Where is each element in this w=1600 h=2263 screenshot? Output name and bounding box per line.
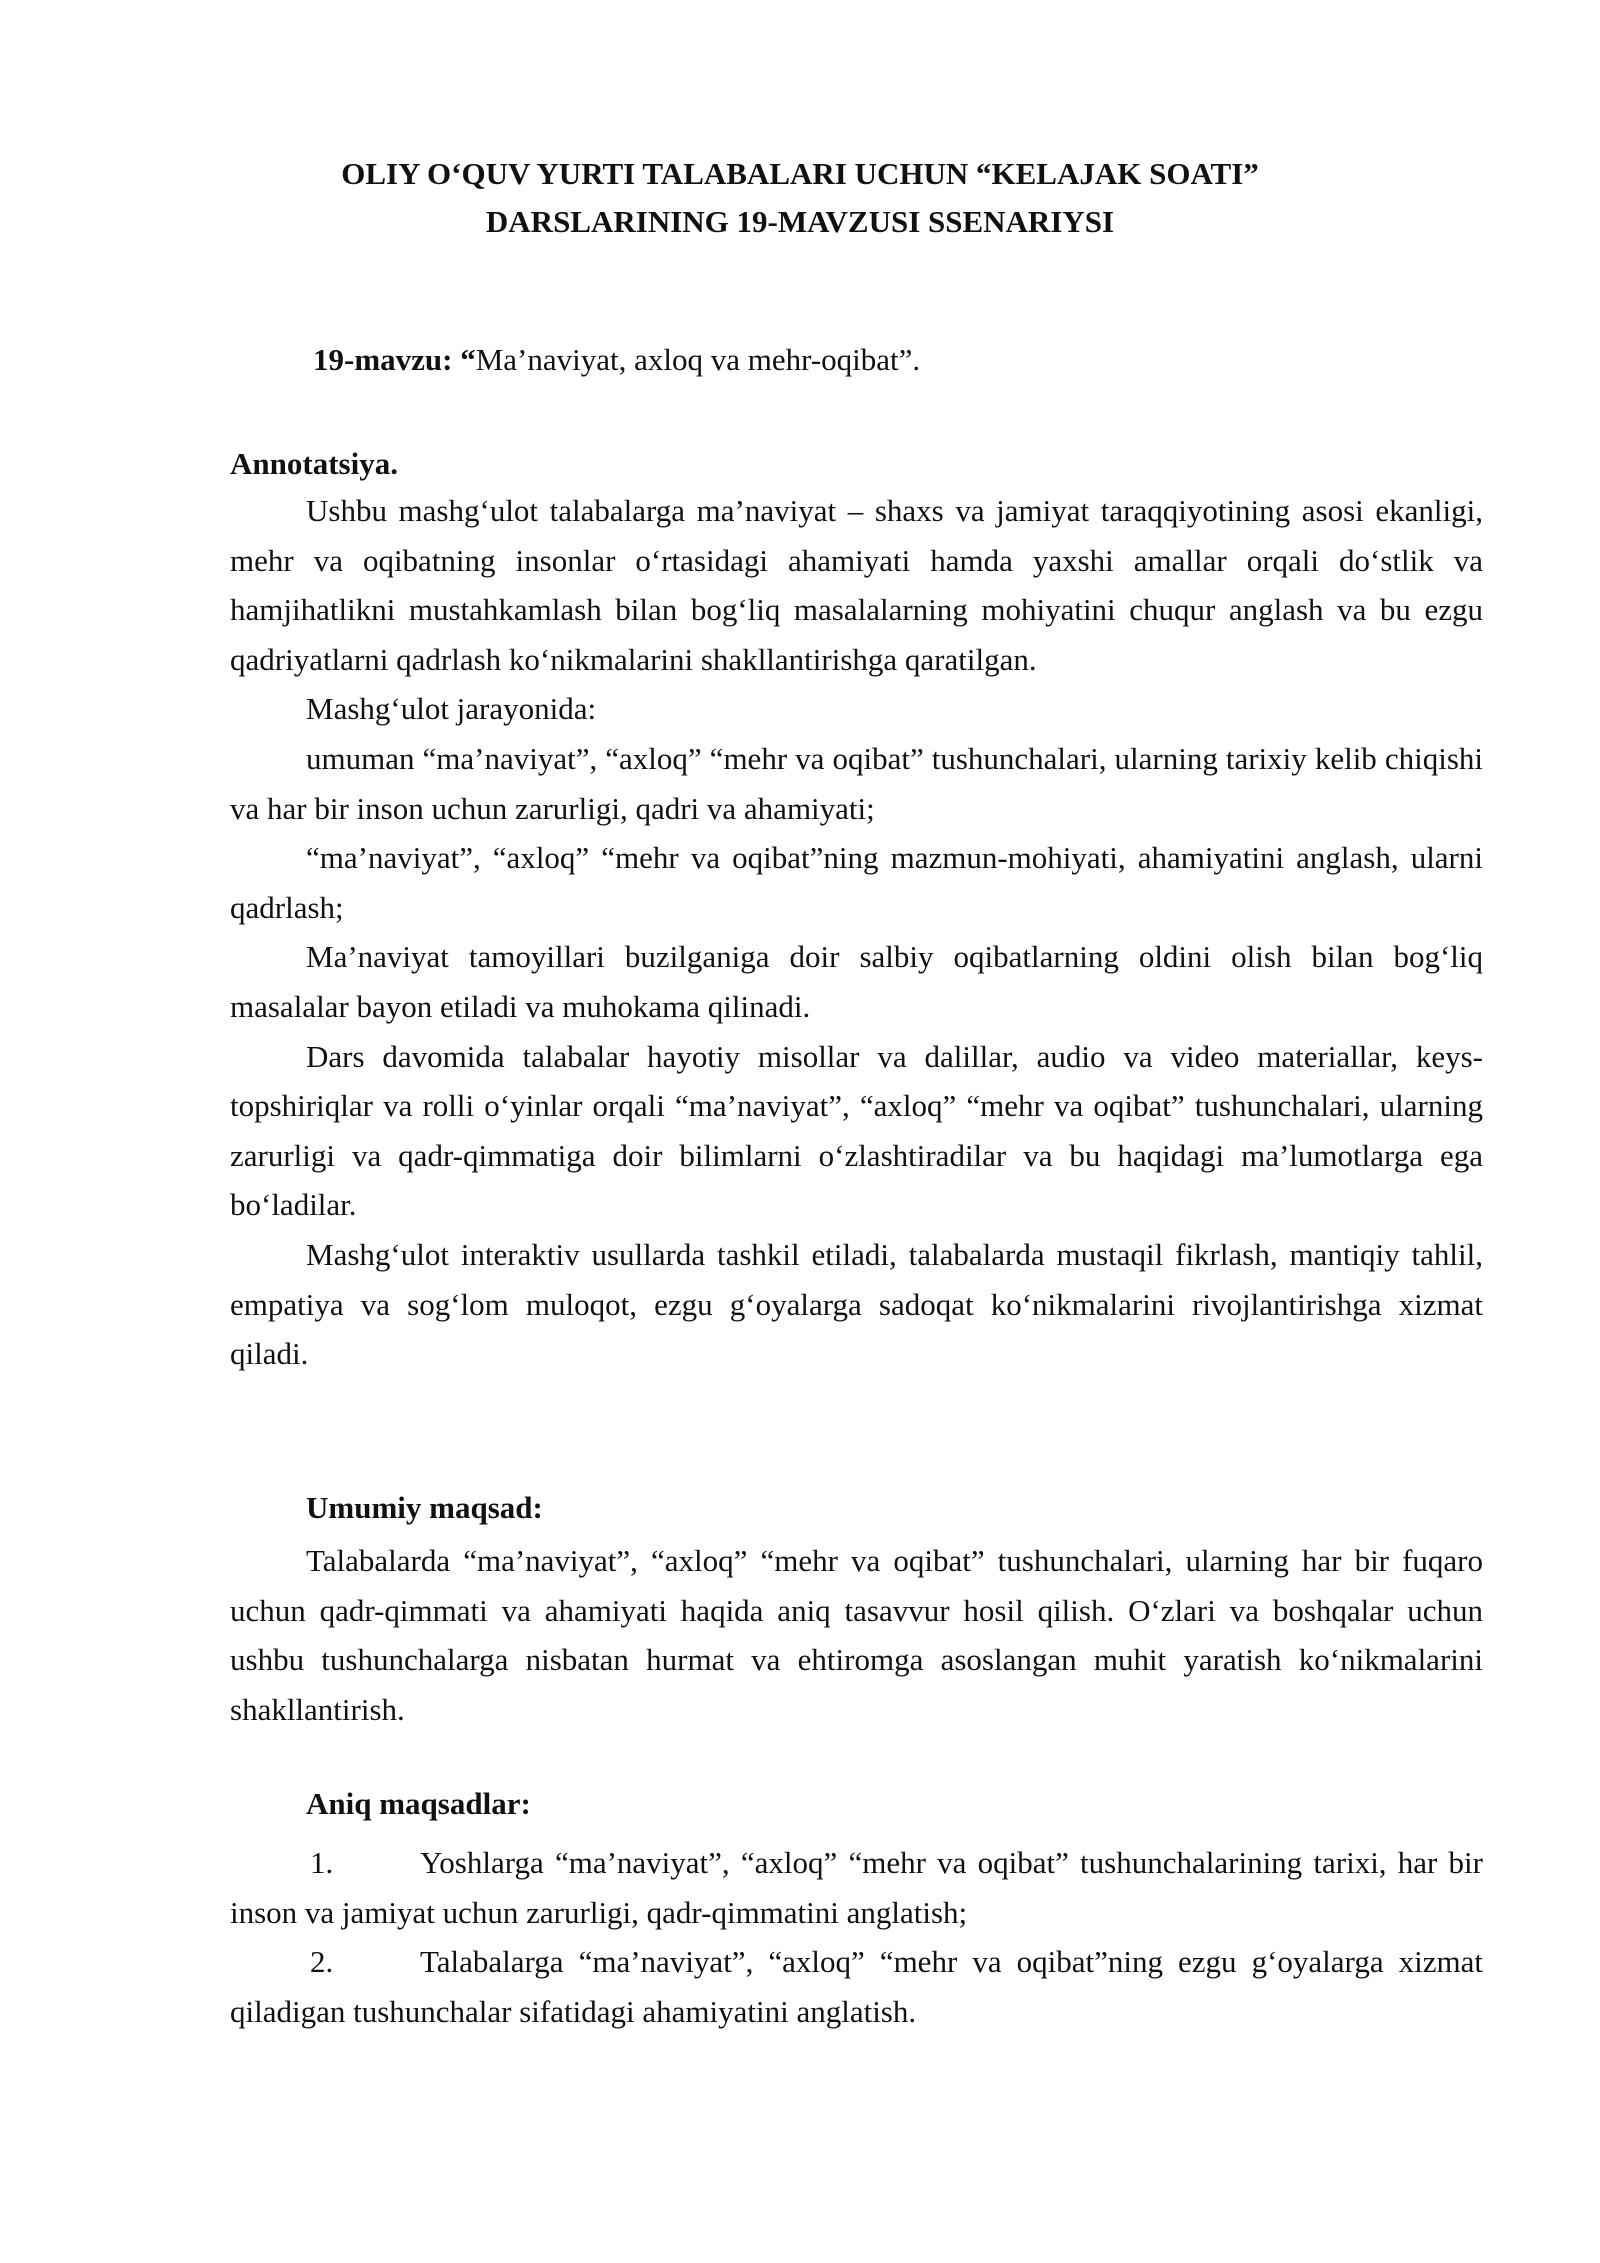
general-goal-body [230,1536,1483,1734]
general-goal-heading: Umumiy maqsad: [306,1490,543,1525]
specific-goals-heading: Aniq maqsadlar: [306,1786,531,1821]
annotation-paragraph: Dars davomida talabalar hayotiy misollar va dalillar, audio va video materiallar, keys-topshiriqlar va rolli o‘yinlar orqali “ma’naviyat”, “axloq” “mehr va oqibat” tushunchalari, ularning zarurligi va qadr-qimmatiga doir bilimlarni o‘zlashtiradilar va bu haqidagi ma’lumotlarga ega bo‘ladilar. [230,1038,1483,1223]
annotation-paragraph: umuman “ma’naviyat”, “axloq” “mehr va oqibat” tushunchalari, ularning tarixiy kelib chiqishi va har bir inson uchun zarurligi, qadri va ahamiyati; [230,740,1483,826]
document-title [230,150,1370,246]
title-line-2: DARSLARINING 19-MAVZUSI SSENARIYSI [485,204,1115,239]
list-item [230,1937,1483,2036]
specific-goals-list [230,1838,1483,2036]
annotation-heading: Annotatsiya. [230,446,398,481]
annotation-paragraph: Mashg‘ulot jarayonida: [306,691,597,727]
general-goal-text: Talabalarda “ma’naviyat”, “axloq” “mehr va oqibat” tushunchalari, ularning har bir fuqaro uchun qadr-qimmati va ahamiyati haqida aniq tasavvur hosil qilish. O‘zlari va boshqalar uchun ushbu tushunchalarga nisbatan hurmat va ehtiromga asoslangan muhit yaratish ko‘nikmalarini shakllantirish. [230,1543,1483,1727]
topic-label: 19-mavzu: “ [313,342,476,377]
list-item-number: 2. [310,1944,334,1980]
annotation-paragraph: Mashg‘ulot interaktiv usullarda tashkil etiladi, talabalarda mustaqil fikrlash, mantiqiy tahlil, empatiya va sog‘lom muloqot, ezgu g‘oyalarga sadoqat ko‘nikmalarini rivojlantirishga xizmat qiladi. [230,1236,1483,1372]
list-item-text: Talabalarga “ma’naviyat”, “axloq” “mehr va oqibat”ning ezgu g‘oyalarga xizmat qiladigan tushunchalar sifatidagi ahamiyatini anglatish. [230,1944,1483,2029]
topic-text: Ma’naviyat, axloq va mehr-oqibat”. [475,342,921,377]
topic-line [313,342,920,378]
annotation-paragraph: Ma’naviyat tamoyillari buzilganiga doir salbiy oqibatlarning oldini olish bilan bog‘liq masalalar bayon etiladi va muhokama qilinadi. [230,939,1483,1024]
list-item [230,1838,1483,1937]
annotation-paragraph: “ma’naviyat”, “axloq” “mehr va oqibat”ning mazmun-mohiyati, ahamiyatini anglash, ularni qadrlash; [230,840,1483,925]
annotation-body [230,486,1483,1379]
list-item-number: 1. [310,1845,334,1880]
annotation-paragraph: Ushbu mashg‘ulot talabalarga ma’naviyat – shaxs va jamiyat taraqqiyotining asosi ekanligi, mehr va oqibatning insonlar o‘rtasidagi ahamiyati hamda yaxshi amallar orqali do‘stlik va hamjihatlikni mustahkamlash bilan bog‘liq masalalarning mohiyatini chuqur anglash va bu ezgu qadriyatlarni qadrlash ko‘nikmalarini shakllantirishga qaratilgan. [230,493,1483,677]
list-item-text: Yoshlarga “ma’naviyat”, “axloq” “mehr va oqibat” tushunchalarining tarixi, har bir inson va jamiyat uchun zarurligi, qadr-qimmatini anglatish; [230,1845,1483,1930]
title-line-1: OLIY O‘QUV YURTI TALABALARI UCHUN “KELAJAK SOATI” [341,156,1259,191]
